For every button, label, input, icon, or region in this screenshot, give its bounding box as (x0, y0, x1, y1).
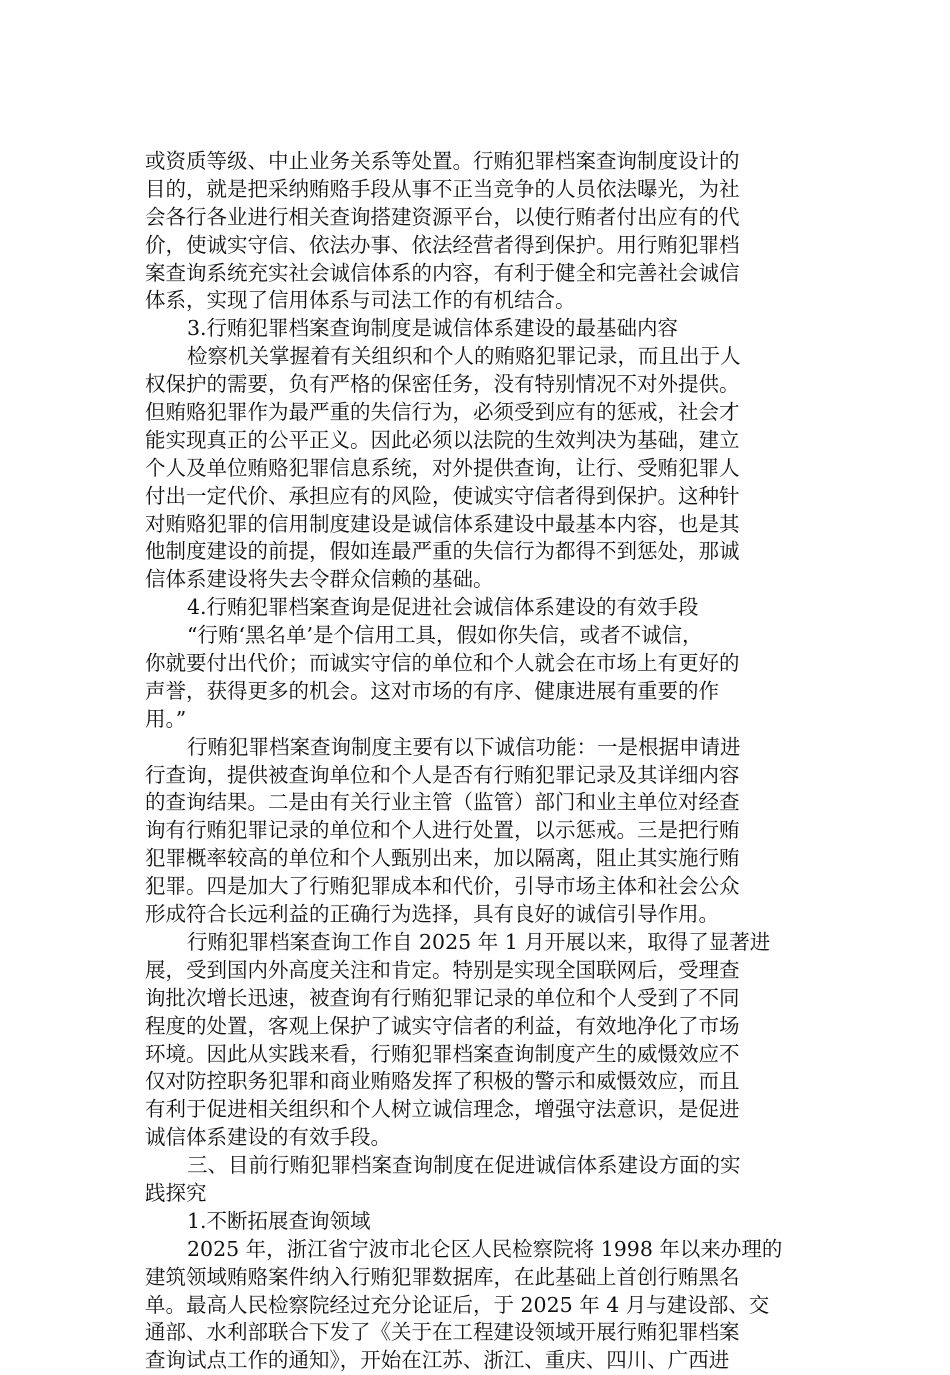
text-line: 信体系建设将失去令群众信赖的基础。 (145, 567, 494, 592)
text-line: 单。最高人民检察院经过充分论证后，于 2025 年 4 月与建设部、交 (145, 1292, 770, 1317)
text-line: 通部、水利部联合下发了《关于在工程建设领域开展行贿犯罪档案 (145, 1320, 740, 1345)
text-line: 对贿赂犯罪的信用制度建设是诚信体系建设中最基本内容，也是其 (145, 511, 740, 536)
text-line: 个人及单位贿赂犯罪信息系统，对外提供查询，让行、受贿犯罪人 (145, 455, 740, 480)
text-line: 他制度建设的前提，假如连最严重的失信行为都得不到惩处，那诚 (145, 539, 740, 564)
text-line: 或资质等级、中止业务关系等处置。行贿犯罪档案查询制度设计的 (145, 149, 740, 173)
text-line: 询批次增长迅速，被查询有行贿犯罪记录的单位和个人受到了不同 (145, 985, 740, 1010)
text-line: 声誉，获得更多的机会。这对市场的有序、健康进展有重要的作 (145, 678, 719, 703)
text-line: 的查询结果。二是由有关行业主管（监管）部门和业主单位对经查 (145, 790, 740, 815)
text-line: 建筑领域贿赂案件纳入行贿犯罪数据库，在此基础上首创行贿黑名 (145, 1264, 740, 1289)
document-body (145, 148, 805, 1375)
text-line: 你就要付出代价；而诚实守信的单位和个人就会在市场上有更好的 (145, 651, 740, 676)
text-line: 仅对防控职务犯罪和商业贿赂发挥了积极的警示和威慑效应，而且 (145, 1069, 740, 1094)
text-line: 价，使诚实守信、依法办事、依法经营者得到保护。用行贿犯罪档 (145, 232, 740, 257)
text-line: 行查询，提供被查询单位和个人是否有行贿犯罪记录及其详细内容 (145, 762, 740, 787)
text-line: 付出一定代价、承担应有的风险，使诚实守信者得到保护。这种针 (145, 483, 740, 508)
text-line: 案查询系统充实社会诚信体系的内容，有利于健全和完善社会诚信 (145, 260, 740, 285)
text-line: 有利于促进相关组织和个人树立诚信理念，增强守法意识，是促进 (145, 1097, 740, 1122)
text-line: 程度的处置，客观上保护了诚实守信者的利益，有效地净化了市场 (145, 1013, 740, 1038)
text-line: 2025 年，浙江省宁波市北仑区人民检察院将 1998 年以来办理的 (187, 1236, 783, 1261)
text-line: 能实现真正的公平正义。因此必须以法院的生效判决为基础，建立 (145, 427, 740, 452)
text-line: 查询试点工作的通知》，开始在江苏、浙江、重庆、四川、广西进 (145, 1348, 730, 1373)
text-line: 4.行贿犯罪档案查询是促进社会诚信体系建设的有效手段 (187, 595, 699, 620)
text-line: 践探究 (145, 1180, 207, 1205)
text-line: 1.不断拓展查询领域 (187, 1208, 371, 1233)
text-line: 目的，就是把采纳贿赂手段从事不正当竞争的人员依法曝光，为社 (145, 176, 740, 201)
text-line: 检察机关掌握着有关组织和个人的贿赂犯罪记录，而且出于人 (187, 344, 741, 369)
text-line: 犯罪。四是加大了行贿犯罪成本和代价，引导市场主体和社会公众 (145, 874, 740, 899)
text-line: 三、目前行贿犯罪档案查询制度在促进诚信体系建设方面的实 (187, 1153, 741, 1178)
text-line: 诚信体系建设的有效手段。 (145, 1125, 391, 1150)
text-line: 行贿犯罪档案查询制度主要有以下诚信功能：一是根据申请进 (187, 734, 741, 759)
text-line: 行贿犯罪档案查询工作自 2025 年 1 月开展以来，取得了显著进 (187, 929, 771, 954)
text-line: 犯罪概率较高的单位和个人甄别出来，加以隔离，阻止其实施行贿 (145, 846, 740, 871)
text-line: 询有行贿犯罪记录的单位和个人进行处置，以示惩戒。三是把行贿 (145, 818, 740, 843)
text-line: 形成符合长远利益的正确行为选择，具有良好的诚信引导作用。 (145, 902, 719, 927)
text-line: 用。” (145, 706, 187, 731)
text-line: 会各行各业进行相关查询搭建资源平台，以使行贿者付出应有的代 (145, 204, 740, 229)
text-line: 3.行贿犯罪档案查询制度是诚信体系建设的最基础内容 (187, 316, 679, 341)
text-line: “行贿‘黑名单’是个信用工具，假如你失信，或者不诚信， (187, 623, 703, 648)
text-line: 展，受到国内外高度关注和肯定。特别是实现全国联网后，受理查 (145, 957, 740, 982)
text-line: 权保护的需要，负有严格的保密任务，没有特别情况不对外提供。 (145, 372, 740, 397)
text-line: 但贿赂犯罪作为最严重的失信行为，必须受到应有的惩戒，社会才 (145, 400, 740, 425)
text-line: 环境。因此从实践来看，行贿犯罪档案查询制度产生的威慑效应不 (145, 1041, 740, 1066)
text-line: 体系，实现了信用体系与司法工作的有机结合。 (145, 288, 576, 313)
